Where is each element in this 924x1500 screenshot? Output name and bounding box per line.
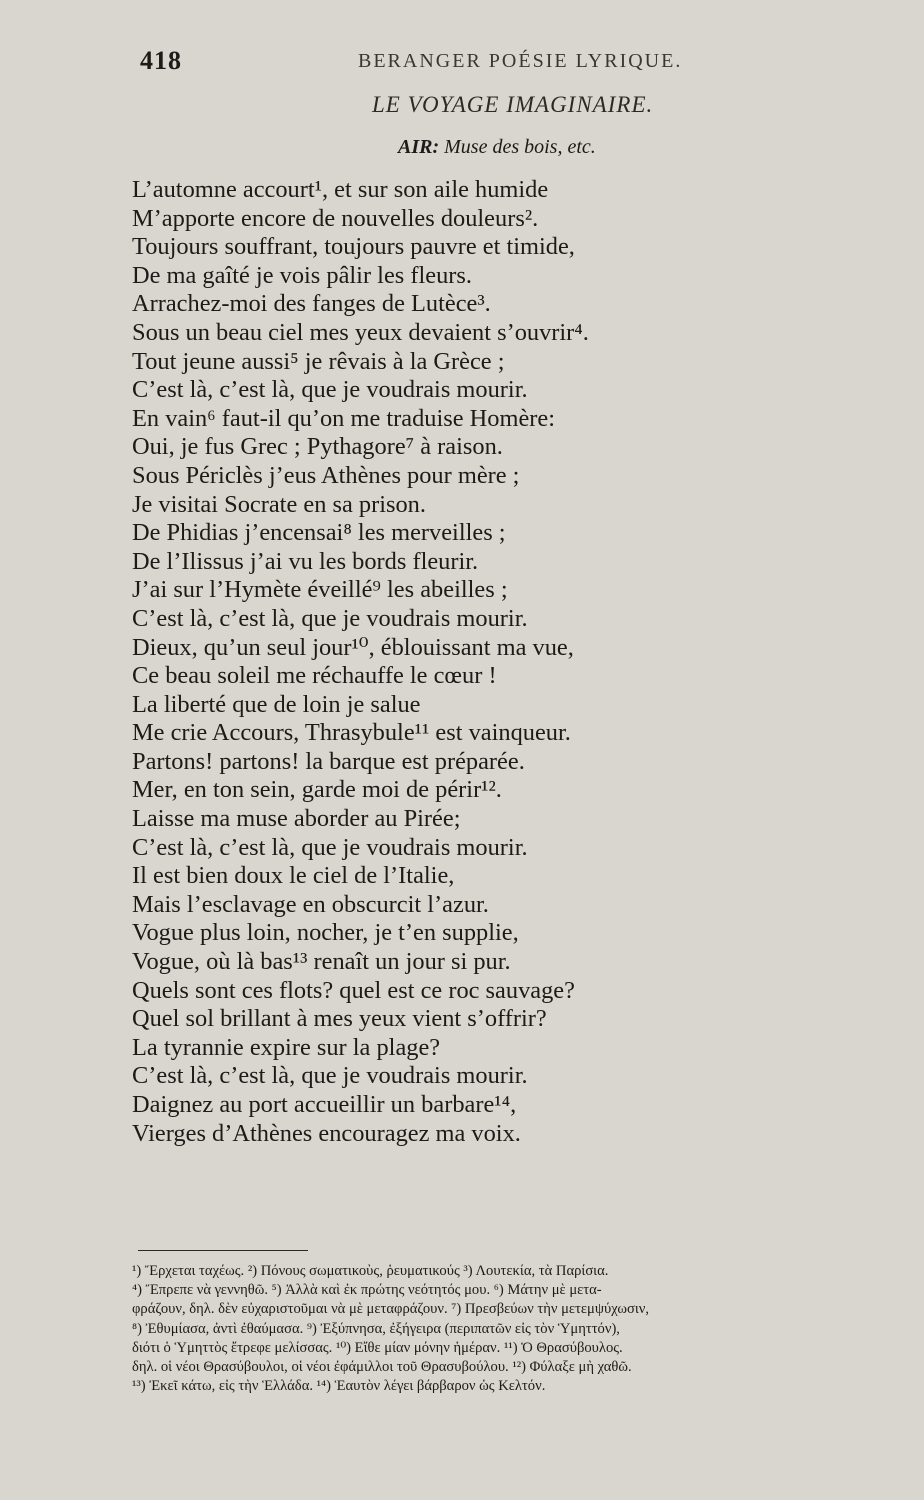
running-title: BERANGER POÉSIE LYRIQUE.	[358, 50, 683, 72]
verse-line: C’est là, c’est là, que je voudrais mourir.	[132, 604, 528, 632]
poem-title: LE VOYAGE IMAGINAIRE.	[372, 92, 654, 117]
footnotes	[132, 1262, 804, 1396]
footnote-line: φράζουν, δηλ. δὲν εὐχαριστοῦμαι νὰ μὲ μεταφράζουν. ⁷) Πρεσβεύων τὴν μετεμψύχωσιν,	[132, 1301, 650, 1318]
footnote-line: διότι ὁ Ὑμηττὸς ἔτρεφε μελίσσας. ¹⁰) Εἴθε μίαν μόνην ἡμέραν. ¹¹) Ὁ Θρασύβουλος.	[132, 1339, 623, 1356]
verse-line: Ce beau soleil me réchauffe le cœur !	[132, 662, 497, 690]
footnote-line: ⁴) Ἔπρεπε νὰ γεννηθῶ. ⁵) Ἀλλὰ καὶ ἐκ πρώτης νεότητός μου. ⁶) Μάτην μὲ μετα-	[132, 1282, 602, 1299]
verse-line: Mais l’esclavage en obscurcit l’azur.	[132, 890, 489, 918]
verse-line: Quel sol brillant à mes yeux vient s’offrir?	[132, 1005, 547, 1033]
air-indication	[398, 136, 596, 159]
page-header	[140, 46, 790, 76]
verse-line: C’est là, c’est là, que je voudrais mourir.	[132, 376, 528, 404]
verse-line: Mer, en ton sein, garde moi de périr¹².	[132, 776, 502, 804]
verse-line: Oui, je fus Grec ; Pythagore⁷ à raison.	[132, 433, 503, 461]
verse-line: Tout jeune aussi⁵ je rêvais à la Grèce ;	[132, 347, 505, 375]
verse-line: La liberté que de loin je salue	[132, 690, 421, 718]
verse-line: C’est là, c’est là, que je voudrais mourir.	[132, 833, 528, 861]
verse-line: Je visitai Socrate en sa prison.	[132, 490, 426, 518]
footnote-line: ¹) Ἔρχεται ταχέως. ²) Πόνους σωματικοὺς, ῥευματικούς ³) Λουτεκία, τὰ Παρίσια.	[132, 1263, 609, 1279]
verse-line: Quels sont ces flots? quel est ce roc sauvage?	[132, 976, 575, 1004]
page-number: 418	[140, 46, 182, 75]
verse-line: En vain⁶ faut-il qu’on me traduise Homère:	[132, 404, 556, 432]
footnote-line: δηλ. οἱ νέοι Θρασύβουλοι, οἱ νέοι ἐφάμιλλοι τοῦ Θρασυβούλου. ¹²) Φύλαξε μὴ χαθῶ.	[132, 1358, 632, 1375]
verse-line: L’automne accourt¹, et sur son aile humide	[132, 176, 549, 203]
verse-line: Sous Périclès j’eus Athènes pour mère ;	[132, 461, 520, 489]
air-label: AIR:	[398, 136, 440, 158]
verse-line: J’ai sur l’Hymète éveillé⁹ les abeilles ;	[132, 576, 508, 604]
footnote-rule	[138, 1250, 308, 1251]
footnote-line: ⁸) Ἐθυμίασα, ἀντὶ ἐθαύμασα. ⁹) Ἐξύπνησα, ἐξήγειρα (περιπατῶν εἰς τὸν Ὑμηττόν),	[132, 1320, 620, 1337]
verse-line: Me crie Accours, Thrasybule¹¹ est vainqueur.	[132, 719, 571, 747]
verse-line: M’apporte encore de nouvelles douleurs².	[132, 204, 539, 232]
verse-line: Dieux, qu’un seul jour¹⁰, éblouissant ma vue,	[132, 633, 574, 661]
verse-line: Vogue plus loin, nocher, je t’en supplie,	[132, 919, 519, 947]
verse-line: Partons! partons! la barque est préparée.	[132, 747, 525, 775]
verse-line: Daignez au port accueillir un barbare¹⁴,	[132, 1091, 517, 1118]
poem-body	[132, 176, 672, 1148]
verse-line: La tyrannie expire sur la plage?	[132, 1033, 441, 1061]
verse-line: De ma gaîté je vois pâlir les fleurs.	[132, 261, 473, 289]
verse-line: De Phidias j’encensai⁸ les merveilles ;	[132, 519, 506, 547]
verse-line: C’est là, c’est là, que je voudrais mourir.	[132, 1062, 528, 1090]
verse-line: Arrachez-moi des fanges de Lutèce³.	[132, 290, 491, 318]
verse-line: De l’Ilissus j’ai vu les bords fleurir.	[132, 547, 479, 575]
verse-line: Toujours souffrant, toujours pauvre et timide,	[132, 233, 575, 261]
verse-line: Vierges d’Athènes encouragez ma voix.	[132, 1119, 521, 1147]
footnote-line: ¹³) Ἐκεῖ κάτω, εἰς τὴν Ἑλλάδα. ¹⁴) Ἑαυτὸν λέγει βάρβαρον ὡς Κελτόν.	[132, 1378, 546, 1395]
verse-line: Laisse ma muse aborder au Pirée;	[132, 805, 461, 833]
verse-line: Il est bien doux le ciel de l’Italie,	[132, 862, 455, 890]
verse-line: Sous un beau ciel mes yeux devaient s’ouvrir⁴.	[132, 318, 589, 346]
verse-line: Vogue, où là bas¹³ renaît un jour si pur.	[132, 948, 511, 976]
air-text: Muse des bois, etc.	[444, 136, 596, 158]
